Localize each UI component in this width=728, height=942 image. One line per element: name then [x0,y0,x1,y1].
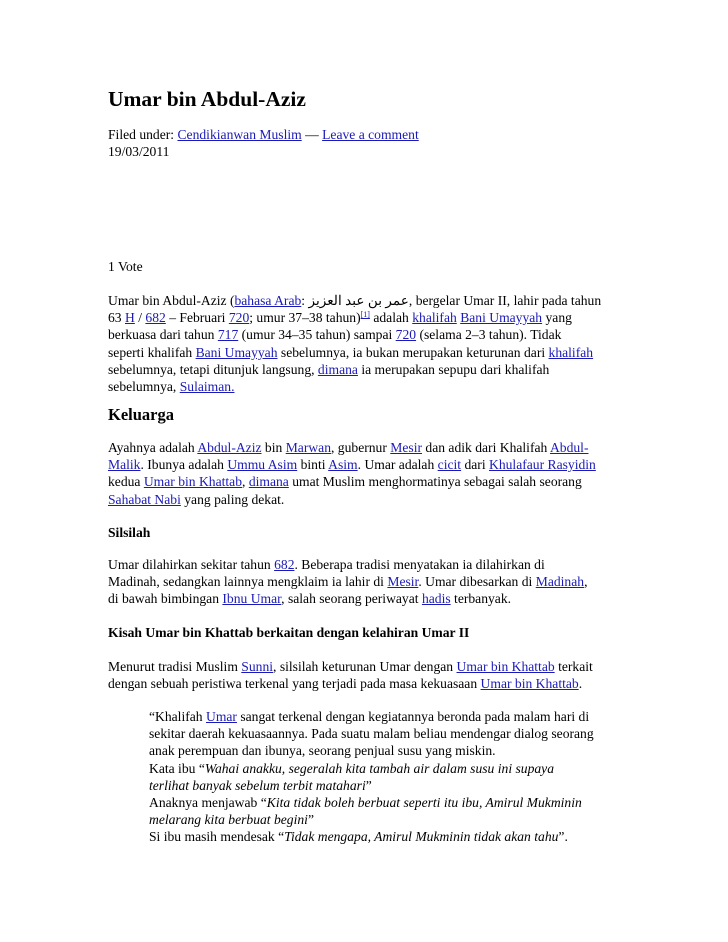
link-bahasa-arab[interactable]: bahasa Arab [234,293,302,308]
filed-under-label: Filed under: [108,127,175,142]
link-asim[interactable]: Asim [328,457,358,473]
vote-count: 1 Vote [108,259,143,274]
text: terkait [554,659,593,674]
section-heading-kisah: Kisah Umar bin Khattab berkaitan dengan kelahiran Umar II [108,625,470,640]
italic-dialogue: Wahai anakku, segeralah kita tambah air dalam susu ini supaya [204,760,555,776]
text: “Khalifah [149,709,206,724]
link-sahabat-nabi[interactable]: Sahabat Nabi [108,491,181,507]
text: terbanyak. [450,591,512,607]
text: ” [365,777,372,793]
text: adalah [369,310,413,326]
link-ummu-asim[interactable]: Ummu Asim [227,457,298,473]
post-title: Umar bin Abdul-Aziz [108,87,306,111]
quote-line: anak perempuan dan ibunya, seorang penjual susu yang miskin. [149,743,496,759]
text: . Ibunya adalah [140,457,228,473]
leave-comment-link[interactable]: Leave a comment [322,127,419,142]
text: , [584,574,588,590]
link-717[interactable]: 717 [217,327,239,343]
text: (selama 2–3 tahun). Tidak [416,327,562,343]
link-umar-bin-khattab[interactable]: Umar bin Khattab [480,676,579,692]
keluarga-paragraph [108,439,630,508]
text: (umur 34–35 tahun) sampai [238,327,396,343]
quote-line: sekitar daerah kekuasaannya. Pada suatu malam beliau mendengar dialog seorang [149,726,594,742]
link-682[interactable]: 682 [274,557,295,572]
link-dimana[interactable]: dimana [317,361,358,377]
text: di bawah bimbingan [108,591,223,607]
text: yang [542,310,572,326]
link-dimana[interactable]: dimana [248,474,289,490]
text: Si ibu masih mendesak “ [149,829,285,845]
text: / [134,310,146,326]
text: , [242,474,249,490]
text: bin [261,440,286,455]
text: ”. [558,829,568,845]
link-umar[interactable]: Umar [206,709,237,724]
arabic-name: عمر بن عبد العزيز [308,293,409,308]
text: , silsilah keturunan Umar dengan [273,659,457,674]
text: Ayahnya adalah [108,440,198,455]
text: dengan sebuah peristiwa terkenal yang terjadi pada masa kekuasaan [108,676,481,692]
link-720[interactable]: 720 [228,310,250,326]
link-bani-umayyah[interactable]: Bani Umayyah [460,310,543,326]
text: sebelumnya, [108,379,180,395]
link-khalifah[interactable]: khalifah [412,310,457,326]
link-h[interactable]: H [125,310,135,326]
link-720[interactable]: 720 [395,327,417,343]
text: sebelumnya, tetapi ditunjuk langsung, [108,361,318,377]
section-heading-silsilah: Silsilah [108,525,151,540]
text: sangat terkenal dengan kegiatannya beronda pada malam hari di [236,709,590,724]
text: , gubernur [331,440,391,455]
link-marwan[interactable]: Marwan [285,440,331,455]
text: binti [297,457,329,473]
link-abdul-malik[interactable]: Abdul- [549,440,589,455]
silsilah-paragraph [108,556,630,608]
link-umar-bin-khattab[interactable]: Umar bin Khattab [143,474,243,490]
text: . Umar adalah [357,457,438,473]
text: Anaknya menjawab “ [149,795,267,811]
text: , bergelar Umar II, lahir pada tahun [408,293,602,308]
kisah-paragraph [108,658,630,692]
category-link[interactable]: Cendikianwan Muslim [177,127,302,142]
meta-separator: — [301,127,323,142]
text: Madinah, sedangkan lainnya mengklaim ia lahir di [108,574,388,590]
text: . Beberapa tradisi menyatakan ia dilahirkan di [294,557,545,572]
text: Umar dilahirkan sekitar tahun [108,557,275,572]
story-blockquote [149,708,634,846]
link-madinah[interactable]: Madinah [535,574,585,590]
text: : [301,293,309,308]
text: 63 [108,310,125,326]
intro-paragraph [108,292,630,395]
text: ” [307,812,314,828]
link-abdul-aziz[interactable]: Abdul-Aziz [197,440,262,455]
text: – Februari [165,310,229,326]
section-heading-keluarga: Keluarga [108,405,174,424]
italic-dialogue: terlihat banyak sebelum terbit matahari [149,777,366,793]
link-abdul-malik[interactable]: Malik [108,457,141,473]
text: dari [461,457,490,473]
text: sebelumnya, ia bukan merupakan keturunan dari [277,344,549,360]
text: umat Muslim menghormatinya sebagai salah seorang [288,474,582,490]
text: Umar bin Abdul-Aziz ( [108,293,235,308]
text: Menurut tradisi Muslim [108,659,242,674]
link-cicit[interactable]: cicit [437,457,462,473]
text: . [578,676,583,692]
italic-dialogue: Kita tidak boleh berbuat seperti itu ibu, Amirul Mukminin [266,795,582,811]
text: Kata ibu “ [149,760,205,776]
italic-dialogue: Tidak mengapa, Amirul Mukminin tidak akan tahu [284,829,559,845]
link-sulaiman[interactable]: Sulaiman. [179,379,235,395]
post-date: 19/03/2011 [108,144,170,159]
link-bani-umayyah[interactable]: Bani Umayyah [195,344,278,360]
text: ; umur 37–38 tahun) [249,310,361,326]
text: berkuasa dari tahun [108,327,218,343]
link-sunni[interactable]: Sunni [241,659,274,674]
italic-dialogue: melarang kita berbuat begini [149,812,308,828]
link-khalifah[interactable]: khalifah [548,344,594,360]
link-khulafaur-rasyidin[interactable]: Khulafaur Rasyidin [489,457,596,473]
text: , salah seorang periwayat [281,591,422,607]
link-hadis[interactable]: hadis [421,591,451,607]
text: yang paling dekat. [180,491,285,507]
link-mesir[interactable]: Mesir [387,574,419,590]
text: seperti khalifah [108,344,196,360]
link-682[interactable]: 682 [145,310,166,326]
text: kedua [108,474,144,490]
text: . Umar dibesarkan di [418,574,536,590]
reference-link[interactable]: [1] [360,310,370,320]
link-umar-bin-khattab[interactable]: Umar bin Khattab [456,659,555,674]
link-mesir[interactable]: Mesir [390,440,422,455]
post-meta [108,126,630,143]
text: dan adik dari Khalifah [422,440,550,455]
link-ibnu-umar[interactable]: Ibnu Umar [222,591,282,607]
text: ia merupakan sepupu dari khalifah [357,361,550,377]
